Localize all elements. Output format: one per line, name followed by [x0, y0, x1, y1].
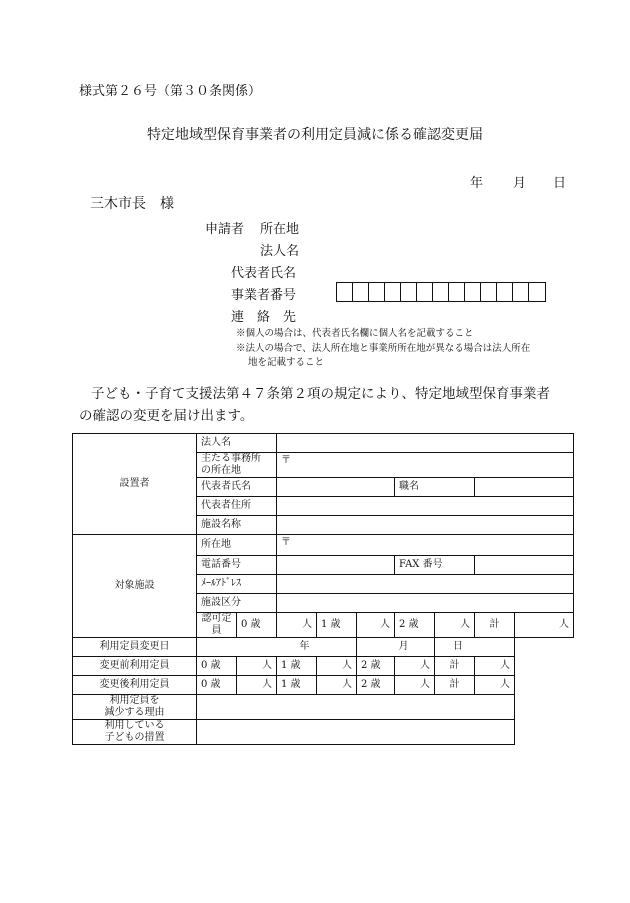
- reason-label: [73, 695, 197, 720]
- capacity-row-before: [73, 657, 574, 676]
- facility-section-label: 対象施設: [73, 535, 197, 638]
- age2-label: 2 歳: [357, 657, 395, 676]
- capacity-row-label: 認可定員: [197, 613, 237, 638]
- facility-category-field[interactable]: [277, 594, 574, 613]
- office-address-label-line2: の所在地: [201, 465, 241, 476]
- age2-label: 2 歳: [357, 676, 395, 695]
- facility-category-label: 施設区分: [197, 594, 277, 613]
- measures-row: [73, 720, 574, 745]
- measures-label-line1: 利用している: [104, 720, 165, 731]
- change-date-year[interactable]: 年: [197, 638, 357, 657]
- unit-label[interactable]: 人: [237, 657, 277, 676]
- contact-label: 連 絡 先: [231, 310, 297, 325]
- unit-label[interactable]: 人: [435, 613, 475, 638]
- addressee: 三木市長 様: [90, 196, 174, 212]
- office-address-field[interactable]: [277, 453, 574, 478]
- unit-label[interactable]: 人: [277, 613, 317, 638]
- digit-box[interactable]: [513, 283, 529, 301]
- email-field[interactable]: [277, 575, 574, 594]
- body-text-line1: 子ども・子育て支援法第４７条第２項の規定により、特定地域型保育事業者: [91, 386, 550, 402]
- digit-box[interactable]: [449, 283, 465, 301]
- reason-row: [73, 695, 574, 720]
- change-date-row: [73, 638, 574, 657]
- document-title: 特定地域型保育事業者の利用定員減に係る確認変更届: [147, 127, 483, 143]
- unit-label[interactable]: 人: [475, 676, 515, 695]
- facility-address-label: 所在地: [197, 535, 277, 556]
- change-date-month[interactable]: 月: [357, 638, 435, 657]
- note-corporate-line2: 地を記載すること: [248, 357, 325, 368]
- total-label: 計: [435, 657, 475, 676]
- total-label: 計: [435, 676, 475, 695]
- digit-box[interactable]: [337, 283, 353, 301]
- address-label: 所在地: [260, 222, 300, 237]
- facility-name-field[interactable]: [277, 516, 574, 535]
- unit-label[interactable]: 人: [357, 613, 395, 638]
- application-table: [72, 433, 574, 745]
- digit-box[interactable]: [529, 283, 545, 301]
- office-address-label: [197, 453, 277, 478]
- digit-box[interactable]: [401, 283, 417, 301]
- digit-box[interactable]: [369, 283, 385, 301]
- date-day-label: 日: [553, 176, 567, 191]
- unit-label[interactable]: 人: [395, 657, 435, 676]
- measures-label: [73, 720, 197, 745]
- digit-box[interactable]: [385, 283, 401, 301]
- unit-label[interactable]: 人: [475, 657, 515, 676]
- form-number: 様式第２６号（第３０条関係）: [79, 84, 262, 99]
- postal-mark: 〒: [281, 537, 291, 548]
- rep-address-field[interactable]: [277, 497, 574, 516]
- job-title-field[interactable]: [475, 478, 574, 497]
- phone-field[interactable]: [277, 556, 395, 575]
- applicant-label: 申請者: [205, 222, 245, 237]
- unit-label[interactable]: 人: [515, 613, 574, 638]
- change-date-label: 利用定員変更日: [73, 638, 197, 657]
- reason-field[interactable]: [197, 695, 515, 720]
- rep-name-label: 代表者氏名: [231, 266, 297, 281]
- age0-label: 0 歳: [237, 613, 277, 638]
- digit-box[interactable]: [433, 283, 449, 301]
- operator-number-boxes[interactable]: [336, 282, 546, 302]
- job-title-label: 職名: [395, 478, 475, 497]
- unit-label[interactable]: 人: [317, 657, 357, 676]
- digit-box[interactable]: [481, 283, 497, 301]
- measures-label-line2: 子どもの措置: [104, 732, 165, 743]
- total-label: 計: [475, 613, 515, 638]
- date-month-label: 月: [513, 176, 527, 191]
- age0-label: 0 歳: [197, 657, 237, 676]
- digit-box[interactable]: [417, 283, 433, 301]
- capacity-row-label: 変更後利用定員: [73, 676, 197, 695]
- digit-box[interactable]: [497, 283, 513, 301]
- rep-name-field[interactable]: [277, 478, 395, 497]
- capacity-row-after: [73, 676, 574, 695]
- digit-box[interactable]: [353, 283, 369, 301]
- age2-label: 2 歳: [395, 613, 435, 638]
- reason-label-line2: 減少する理由: [104, 707, 165, 718]
- postal-mark: 〒: [281, 455, 291, 466]
- unit-label[interactable]: 人: [317, 676, 357, 695]
- age1-label: 1 歳: [277, 657, 317, 676]
- measures-field[interactable]: [197, 720, 515, 745]
- installer-corp-name-label: 法人名: [197, 434, 277, 453]
- rep-name-table-label: 代表者氏名: [197, 478, 277, 497]
- corp-name-label: 法人名: [260, 244, 300, 259]
- phone-label: 電話番号: [197, 556, 277, 575]
- age1-label: 1 歳: [277, 676, 317, 695]
- age0-label: 0 歳: [197, 676, 237, 695]
- change-date-day[interactable]: 日: [435, 638, 515, 657]
- installer-corp-name-field[interactable]: [277, 434, 574, 453]
- date-year-label: 年: [470, 176, 484, 191]
- note-individual: ※個人の場合は、代表者氏名欄に個人名を記載すること: [236, 328, 474, 339]
- digit-box[interactable]: [465, 283, 481, 301]
- rep-address-label: 代表者住所: [197, 497, 277, 516]
- note-corporate-line1: ※法人の場合で、法人所在地と事業所所在地が異なる場合は法人所在: [236, 343, 531, 354]
- installer-section-label: 設置者: [73, 434, 197, 535]
- email-label: ﾒｰﾙｱﾄﾞﾚｽ: [197, 575, 277, 594]
- capacity-row-label: 変更前利用定員: [73, 657, 197, 676]
- fax-field[interactable]: [475, 556, 574, 575]
- fax-label: FAX 番号: [395, 556, 475, 575]
- unit-label[interactable]: 人: [395, 676, 435, 695]
- unit-label[interactable]: 人: [237, 676, 277, 695]
- operator-number-label: 事業者番号: [231, 288, 297, 303]
- reason-label-line1: 利用定員を: [109, 695, 160, 706]
- age1-label: 1 歳: [317, 613, 357, 638]
- office-address-label-line1: 主たる事務所: [201, 453, 261, 464]
- facility-name-label: 施設名称: [197, 516, 277, 535]
- body-text-line2: の確認の変更を届け出ます。: [79, 408, 254, 424]
- facility-address-field[interactable]: [277, 535, 574, 556]
